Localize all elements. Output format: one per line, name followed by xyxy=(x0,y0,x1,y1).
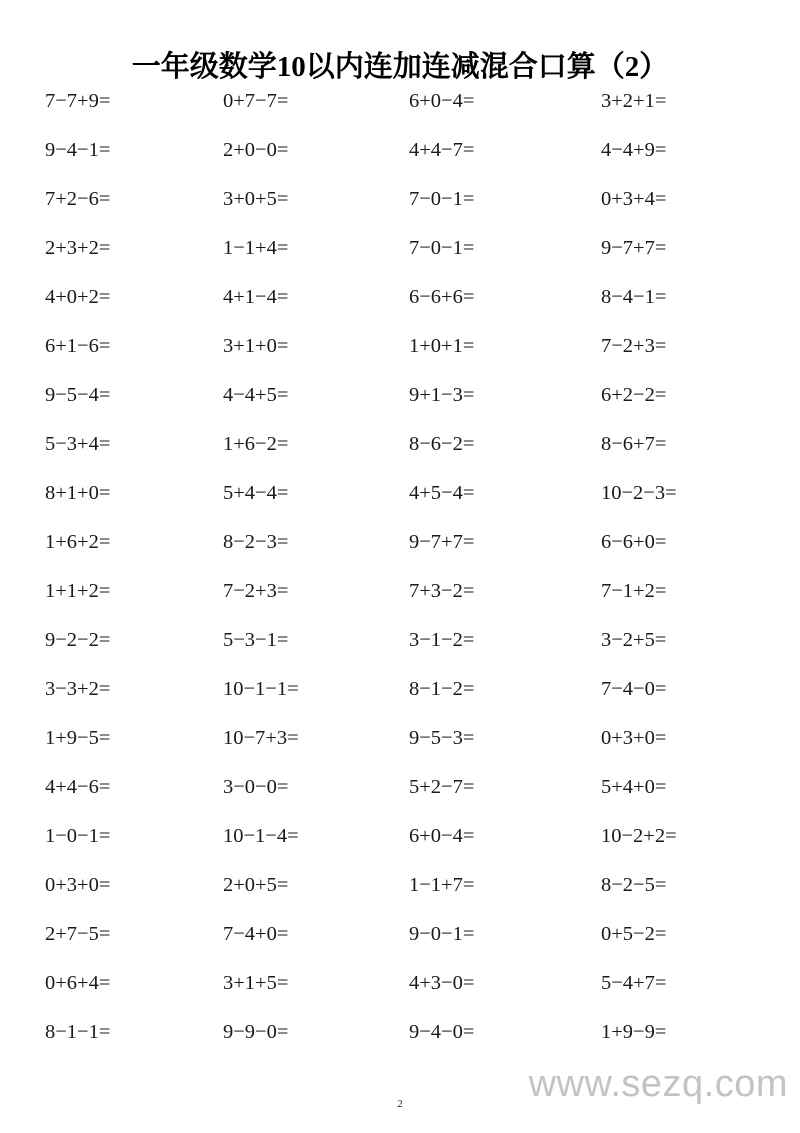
problem-item: 3−3+2= xyxy=(45,678,111,700)
problem-item: 1+0+1= xyxy=(409,335,475,357)
problem-item: 0+3+4= xyxy=(601,188,667,210)
problem-item: 5+4−4= xyxy=(223,482,289,504)
problem-item: 10−7+3= xyxy=(223,727,299,749)
problem-item: 6−6+0= xyxy=(601,531,667,553)
problem-item: 0+6+4= xyxy=(45,972,111,994)
problem-item: 7−4−0= xyxy=(601,678,667,700)
problem-item: 8−6+7= xyxy=(601,433,667,455)
problem-item: 10−2−3= xyxy=(601,482,677,504)
problem-item: 8−6−2= xyxy=(409,433,475,455)
problem-item: 1+9−5= xyxy=(45,727,111,749)
problem-item: 1−1+4= xyxy=(223,237,289,259)
problem-item: 3−1−2= xyxy=(409,629,475,651)
problem-item: 0+5−2= xyxy=(601,923,667,945)
problem-item: 9+1−3= xyxy=(409,384,475,406)
problem-item: 8−1−1= xyxy=(45,1021,111,1043)
problem-item: 8−2−3= xyxy=(223,531,289,553)
problem-item: 1+9−9= xyxy=(601,1021,667,1043)
problem-item: 1−1+7= xyxy=(409,874,475,896)
problem-item: 4−4+5= xyxy=(223,384,289,406)
problem-item: 10−1−1= xyxy=(223,678,299,700)
problem-item: 7−0−1= xyxy=(409,188,475,210)
problem-item: 8+1+0= xyxy=(45,482,111,504)
problem-item: 3−0−0= xyxy=(223,776,289,798)
problem-item: 7+2−6= xyxy=(45,188,111,210)
problem-item: 10−1−4= xyxy=(223,825,299,847)
problem-item: 6+2−2= xyxy=(601,384,667,406)
problem-item: 8−2−5= xyxy=(601,874,667,896)
problem-item: 1+1+2= xyxy=(45,580,111,602)
problem-item: 6+0−4= xyxy=(409,825,475,847)
problem-item: 4+1−4= xyxy=(223,286,289,308)
problem-column-3 xyxy=(409,86,601,1066)
problem-item: 7−0−1= xyxy=(409,237,475,259)
problem-item: 6+1−6= xyxy=(45,335,111,357)
problem-item: 7−2+3= xyxy=(601,335,667,357)
watermark: www.sezq.com xyxy=(528,1063,788,1105)
problem-item: 9−0−1= xyxy=(409,923,475,945)
problem-item: 0+7−7= xyxy=(223,90,289,112)
problem-item: 7+3−2= xyxy=(409,580,475,602)
problem-item: 1+6−2= xyxy=(223,433,289,455)
problem-item: 1−0−1= xyxy=(45,825,111,847)
problem-item: 9−4−1= xyxy=(45,139,111,161)
problem-item: 6+0−4= xyxy=(409,90,475,112)
problem-item: 7−7+9= xyxy=(45,90,111,112)
page-number: 2 xyxy=(397,1098,403,1110)
problem-item: 9−9−0= xyxy=(223,1021,289,1043)
problem-item: 3−2+5= xyxy=(601,629,667,651)
problem-item: 7−1+2= xyxy=(601,580,667,602)
problem-item: 9−4−0= xyxy=(409,1021,475,1043)
problem-grid xyxy=(0,86,800,1066)
problem-item: 3+0+5= xyxy=(223,188,289,210)
problem-column-2 xyxy=(223,86,409,1066)
problem-item: 4+5−4= xyxy=(409,482,475,504)
problem-item: 5+4+0= xyxy=(601,776,667,798)
problem-item: 2+0+5= xyxy=(223,874,289,896)
problem-item: 4+3−0= xyxy=(409,972,475,994)
problem-item: 9−5−4= xyxy=(45,384,111,406)
problem-item: 4−4+9= xyxy=(601,139,667,161)
problem-item: 6−6+6= xyxy=(409,286,475,308)
problem-item: 9−7+7= xyxy=(601,237,667,259)
problem-item: 9−7+7= xyxy=(409,531,475,553)
problem-item: 0+3+0= xyxy=(601,727,667,749)
page-title: 一年级数学10以内连加连减混合口算（2） xyxy=(131,51,669,84)
problem-item: 1+6+2= xyxy=(45,531,111,553)
problem-item: 5−3+4= xyxy=(45,433,111,455)
problem-item: 8−4−1= xyxy=(601,286,667,308)
problem-item: 5−3−1= xyxy=(223,629,289,651)
problem-item: 9−5−3= xyxy=(409,727,475,749)
problem-item: 2+7−5= xyxy=(45,923,111,945)
problem-item: 9−2−2= xyxy=(45,629,111,651)
problem-item: 4+4−6= xyxy=(45,776,111,798)
problem-item: 2+3+2= xyxy=(45,237,111,259)
problem-item: 7−4+0= xyxy=(223,923,289,945)
problem-column-1 xyxy=(0,86,223,1066)
problem-item: 3+2+1= xyxy=(601,90,667,112)
problem-item: 5+2−7= xyxy=(409,776,475,798)
problem-item: 8−1−2= xyxy=(409,678,475,700)
problem-item: 10−2+2= xyxy=(601,825,677,847)
problem-column-4 xyxy=(601,86,800,1066)
problem-item: 5−4+7= xyxy=(601,972,667,994)
problem-item: 0+3+0= xyxy=(45,874,111,896)
problem-item: 3+1+5= xyxy=(223,972,289,994)
problem-item: 2+0−0= xyxy=(223,139,289,161)
problem-item: 4+4−7= xyxy=(409,139,475,161)
problem-item: 7−2+3= xyxy=(223,580,289,602)
problem-item: 3+1+0= xyxy=(223,335,289,357)
problem-item: 4+0+2= xyxy=(45,286,111,308)
